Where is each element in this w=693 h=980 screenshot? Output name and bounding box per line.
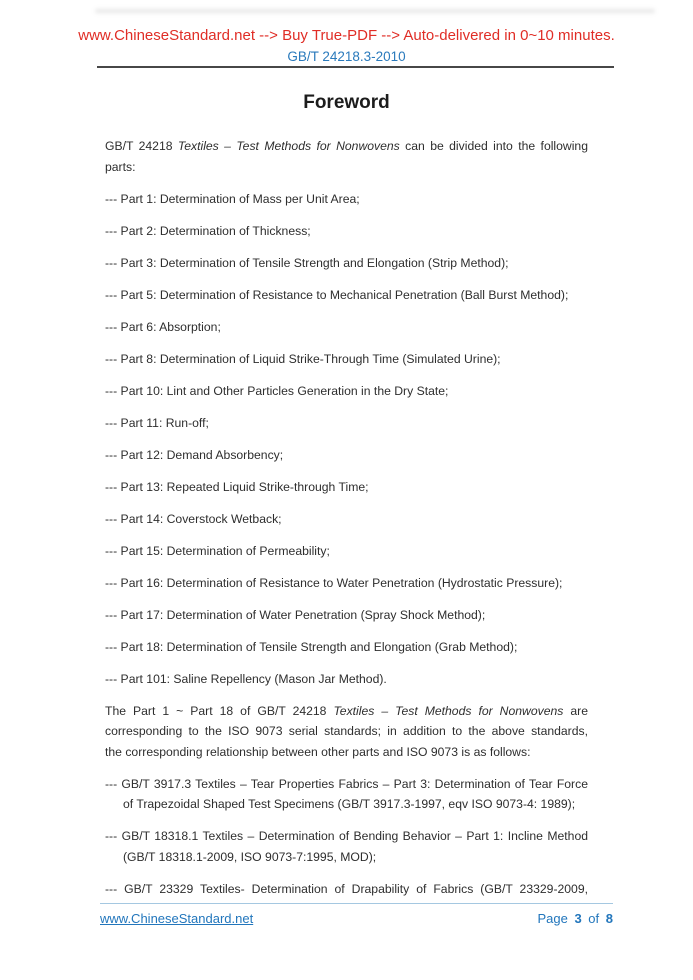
- text-line: [105, 189, 588, 210]
- text-line: [105, 317, 588, 338]
- header-rule: [97, 66, 614, 68]
- page-label: Page: [537, 911, 568, 926]
- scan-artifact: [95, 9, 655, 13]
- text-run: --- Part 2: Determination of Thickness;: [105, 223, 311, 238]
- text-line: [105, 847, 588, 868]
- paragraph: [105, 826, 588, 867]
- text-run: --- Part 11: Run-off;: [105, 415, 209, 430]
- italic-text-run: Textiles – Test Methods for Nonwovens: [333, 703, 564, 718]
- paragraph: [105, 774, 588, 815]
- paragraph: [105, 445, 588, 466]
- text-run: corresponding to the ISO 9073 serial standards; in addition to the above standards,: [105, 724, 588, 738]
- text-run: --- Part 12: Demand Absorbency;: [105, 447, 284, 462]
- paragraph: [105, 701, 588, 763]
- text-run: --- GB/T 3917.3 Textiles – Tear Properties Fabrics – Part 3: Determination of Tear Force: [105, 776, 588, 791]
- text-run: --- GB/T 18318.1 Textiles – Determination of Bending Behavior – Part 1: Incline Method: [105, 829, 588, 843]
- text-run: --- Part 10: Lint and Other Particles Generation in the Dry State;: [105, 383, 449, 398]
- paragraph: [105, 669, 588, 690]
- paragraph: [105, 349, 588, 370]
- text-line: [105, 742, 588, 763]
- text-run: of Trapezoidal Shaped Test Specimens (GB/T 3917.3-1997, eqv ISO 9073-4: 1989);: [123, 797, 576, 811]
- text-line: [105, 136, 588, 157]
- text-line: [105, 879, 588, 900]
- paragraph: [105, 285, 588, 306]
- text-run: are: [563, 703, 588, 718]
- text-line: [105, 794, 588, 815]
- text-line: [105, 477, 588, 498]
- text-run: --- Part 6: Absorption;: [105, 319, 221, 334]
- paragraph: [105, 509, 588, 530]
- document-body: [105, 136, 588, 899]
- text-run: --- Part 101: Saline Repellency (Mason Jar Method).: [105, 671, 387, 686]
- promo-banner: www.ChineseStandard.net --> Buy True-PDF --> Auto-delivered in 0~10 minutes.: [78, 27, 615, 44]
- text-line: [105, 381, 588, 402]
- text-run: can be divided into the following: [399, 139, 588, 153]
- of-label: of: [588, 911, 600, 926]
- text-run: the corresponding relationship between other parts and ISO 9073 is as follows:: [105, 744, 531, 759]
- text-run: parts:: [105, 159, 136, 174]
- text-line: [105, 541, 588, 562]
- footer-link[interactable]: www.ChineseStandard.net: [100, 911, 254, 926]
- text-line: [105, 509, 588, 530]
- text-run: --- GB/T 23329 Textiles- Determination of Drapability of Fabrics (GB/T 23329-2009,: [105, 881, 588, 896]
- text-run: --- Part 5: Determination of Resistance to Mechanical Penetration (Ball Burst Method);: [105, 287, 569, 302]
- standard-number: GB/T 24218.3-2010: [287, 49, 406, 64]
- text-run: --- Part 17: Determination of Water Penetration (Spray Shock Method);: [105, 607, 486, 622]
- text-line: [105, 826, 588, 847]
- text-run: --- Part 1: Determination of Mass per Unit Area;: [105, 191, 360, 206]
- text-run: --- Part 18: Determination of Tensile Strength and Elongation (Grab Method);: [105, 639, 518, 654]
- text-line: [105, 221, 588, 242]
- text-run: (GB/T 18318.1-2009, ISO 9073-7:1995, MOD);: [123, 849, 377, 864]
- text-line: [105, 721, 588, 742]
- text-run: GB/T 24218: [105, 139, 178, 153]
- text-line: [105, 253, 588, 274]
- text-run: --- Part 8: Determination of Liquid Strike-Through Time (Simulated Urine);: [105, 351, 501, 366]
- paragraph: [105, 189, 588, 210]
- text-run: --- Part 14: Coverstock Wetback;: [105, 511, 282, 526]
- paragraph: [105, 573, 588, 594]
- text-run: The Part 1 ~ Part 18 of GB/T 24218: [105, 703, 334, 718]
- paragraph: [105, 541, 588, 562]
- text-line: [105, 285, 588, 306]
- page-current: 3: [574, 911, 582, 926]
- text-line: [105, 445, 588, 466]
- text-run: --- Part 15: Determination of Permeability;: [105, 543, 330, 558]
- italic-text-run: Textiles – Test Methods for Nonwovens: [177, 139, 400, 153]
- text-line: [105, 637, 588, 658]
- text-line: [105, 701, 588, 722]
- text-run: --- Part 3: Determination of Tensile Strength and Elongation (Strip Method);: [105, 255, 509, 270]
- text-line: [105, 573, 588, 594]
- page-indicator: [537, 911, 613, 927]
- paragraph: [105, 136, 588, 177]
- paragraph: [105, 605, 588, 626]
- paragraph: [105, 879, 588, 900]
- text-line: [105, 605, 588, 626]
- text-line: [105, 349, 588, 370]
- text-run: --- Part 16: Determination of Resistance to Water Penetration (Hydrostatic Pressure);: [105, 575, 563, 590]
- paragraph: [105, 221, 588, 242]
- paragraph: [105, 477, 588, 498]
- text-line: [105, 157, 588, 178]
- text-line: [105, 774, 588, 795]
- paragraph: [105, 381, 588, 402]
- paragraph: [105, 317, 588, 338]
- page-title: Foreword: [303, 92, 390, 113]
- text-run: --- Part 13: Repeated Liquid Strike-through Time;: [105, 479, 369, 494]
- page-total: 8: [605, 911, 613, 926]
- page-footer: [100, 903, 613, 927]
- paragraph: [105, 637, 588, 658]
- text-line: [105, 413, 588, 434]
- paragraph: [105, 253, 588, 274]
- text-line: [105, 669, 588, 690]
- paragraph: [105, 413, 588, 434]
